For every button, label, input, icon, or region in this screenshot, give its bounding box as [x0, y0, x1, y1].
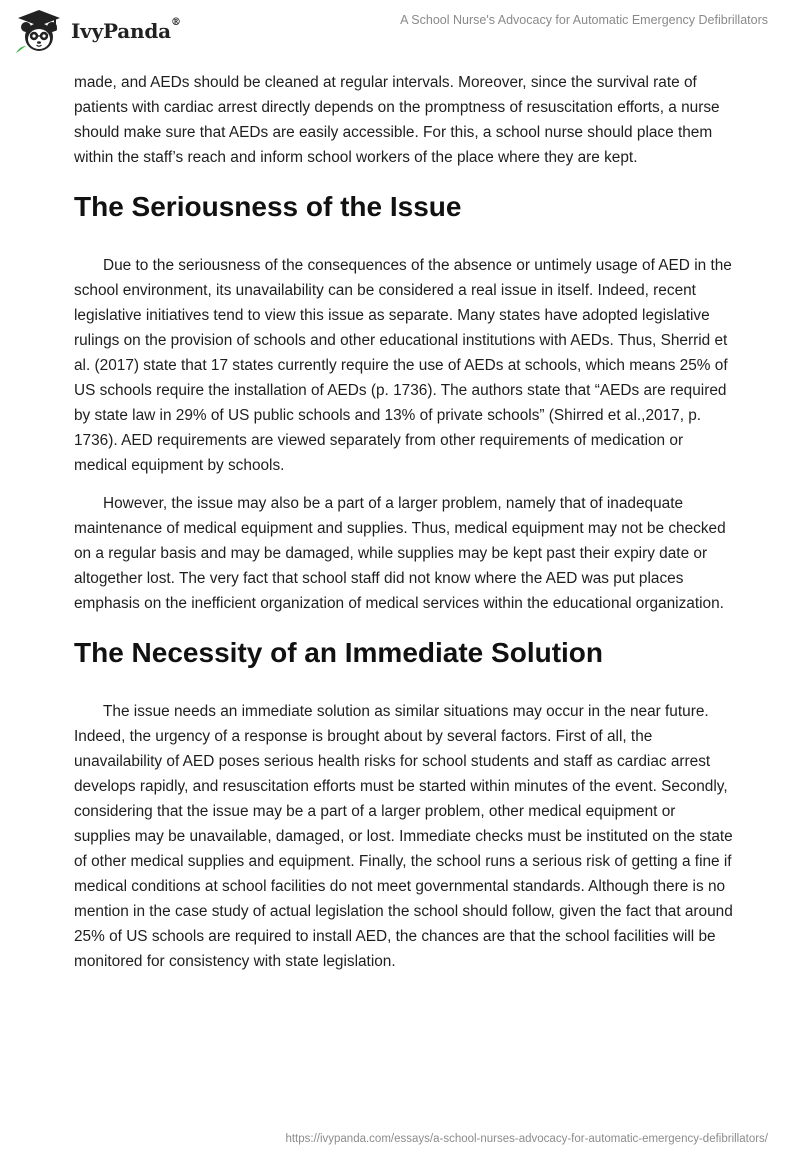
source-url[interactable]: https://ivypanda.com/essays/a-school-nurses-advocacy-for-automatic-emergency-defibrillators/: [285, 1133, 768, 1145]
brand-logo[interactable]: [14, 8, 181, 54]
page-header: [0, 0, 800, 64]
document-title: A School Nurse's Advocacy for Automatic Emergency Defibrillators: [400, 13, 768, 27]
panda-logo-icon: [14, 8, 64, 54]
seriousness-paragraph-2: However, the issue may also be a part of a larger problem, namely that of inadequate maintenance of medical equipment and supplies. Thus, medical equipment may not be checked on a regular basis and may be damaged, while supplies may be kept past their expiry date or altogether lost. The very fact that school staff did not know where the AED was put places emphasis on the inefficient organization of medical services within the educational organization.: [74, 495, 726, 612]
essay-content: [74, 70, 734, 987]
section-heading-immediate-solution: The Necessity of an Immediate Solution: [74, 637, 604, 668]
intro-paragraph: made, and AEDs should be cleaned at regular intervals. Moreover, since the survival rate of patients with cardiac arrest directly depends on the promptness of resuscitation efforts, a nurse should make sure that AEDs are easily accessible. For this, a school nurse should place them within the staff’s reach and inform school workers of the place where they are kept.: [74, 74, 720, 166]
brand-name: IvyPanda®: [71, 17, 181, 43]
immediate-solution-paragraph: The issue needs an immediate solution as similar situations may occur in the near future. Indeed, the urgency of a response is brought about by several factors. First of all, the unavailability of AED poses serious health risks for school students and staff as cardiac arrest develops rapidly, and resuscitation efforts must be started within minutes of the event. Secondly, considering that the issue may be a part of a larger problem, other medical equipment or supplies may be unavailable, damaged, or lost. Immediate checks must be instituted on the state of other medical supplies and equipment. Finally, the school runs a serious risk of getting a fine if medical conditions at school facilities do not meet governmental standards. Although there is no mention in the case study of actual legislation the school should follow, given the fact that around 25% of US schools are required to install AED, the chances are that the school facilities will be monitored for consistency with state legislation.: [74, 703, 733, 970]
section-heading-seriousness: The Seriousness of the Issue: [74, 191, 462, 222]
seriousness-paragraph-1: Due to the seriousness of the consequences of the absence or untimely usage of AED in the school environment, its unavailability can be considered a real issue in itself. Indeed, recent legislative initiatives tend to view this issue as separate. Many states have adopted legislative rulings on the provision of schools and other educational institutions with AEDs. Thus, Sherrid et al. (2017) state that 17 states currently require the use of AEDs at schools, which means 25% of US schools require the installation of AEDs (p. 1736). The authors state that “AEDs are required by state law in 29% of US public schools and 13% of private schools” (Shirred et al.,2017, p. 1736). AED requirements are viewed separately from other requirements of medication or medical equipment by schools.: [74, 257, 732, 474]
